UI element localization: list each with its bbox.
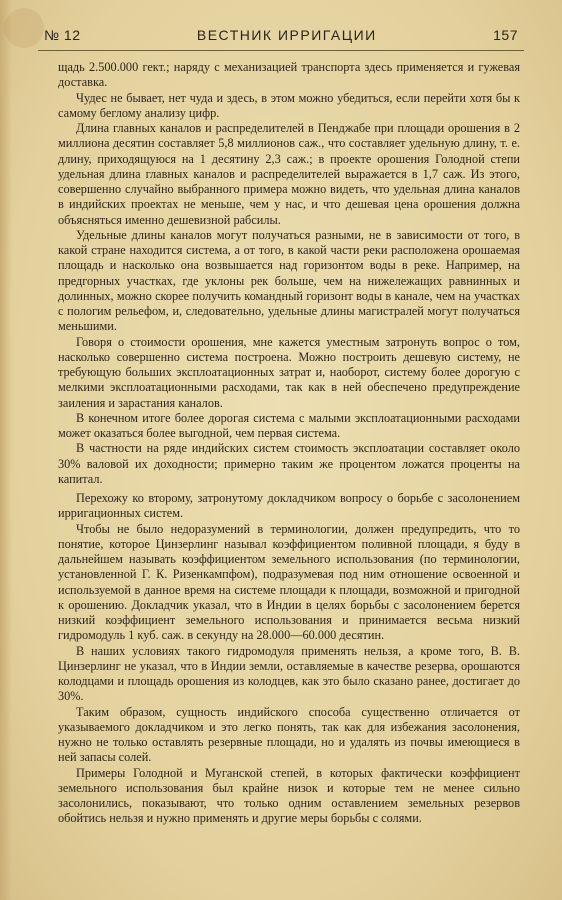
paragraph: В конечном итоге более дорогая система с малыми эксплоатационными расходами может оказаться более выгодной, чем первая система. [58,410,520,440]
journal-title: ВЕСТНИК ИРРИГАЦИИ [196,27,377,43]
paragraph: щадь 2.500.000 гект.; наряду с механизацией транспорта здесь применяется и гужевая доставка. [58,60,520,90]
paragraph: Говоря о стоимости орошения, мне кажется уместным затронуть вопрос о том, насколько совершенно система построена. Можно построить дешевую систему, не требующую больших эксплоатационных затрат и, наоборот, систему более дорогую с мелкими эксплоатационными расходами, так как в ней обеспечено предупреждение заиления и зарастания каналов. [58,334,520,410]
page-edge-stain [0,0,12,900]
article-body [58,60,520,827]
paragraph: Чтобы не было недоразумений в терминологии, должен предупредить, что то понятие, которое Цинзерлинг называл коэффициентом поливной площади, я буду в дальнейшем называть коэффициентом земельного использования (по терминологии, установленной Г. К. Ризенкампфом), подразумевая под ним отношение освоенной и используемой в данное время на системе площади к площади, возможной и пригодной к орошению. Докладчик указал, что в Индии в целях борьбы с засолонением берется низкий коэффициент земельного использования и принимается весьма низкий гидромодуль 1 куб. саж. в секунду на 28.000—60.000 десятин. [58,521,520,643]
paragraph: Примеры Голодной и Муганской степей, в которых фактически коэффициент земельного использования был крайне низок и которые тем не менее сильно засолонились, показывают, что только одним оставлением земельных резервов обойтись нельзя и нужно применять и другие меры борьбы с солями. [58,765,520,826]
corner-stain [4,8,44,48]
paragraph: Удельные длины каналов могут получаться разными, не в зависимости от того, в какой стране находится система, а от того, в какой части реки расположена орошаемая площадь и насколько она возвышается над горизонтом воды в реке. Например, на предгорных участках, где уклоны рек больше, чем на нижележащих равнинных и долинных, можно скорее получить командный горизонт воды в канале, чем на участках с пологим рельефом, и, следовательно, удельные длины магистралей могут получаться меньшими. [58,227,520,334]
paragraph: В наших условиях такого гидромодуля применять нельзя, а кроме того, В. В. Цинзерлинг не указал, что в Индии земли, оставляемые в качестве резерва, орошаются колодцами и площадь орошения из колодцев, как это было сказано ранее, достигает до 30%. [58,643,520,704]
paragraph: Таким образом, сущность индийского способа существенно отличается от указываемого докладчиком и это легко понять, так как для избежания засолонения, нужно не только оставлять резервные площади, но и удалять из почвы имеющиеся в ней запасы солей. [58,704,520,765]
issue-number: № 12 [44,27,81,43]
header-rule [38,50,524,51]
paragraph: В частности на ряде индийских систем стоимость эксплоатации составляет около 30% валовой их доходности; примерно таким же процентом ложатся проценты на капитал. [58,441,520,486]
paragraph: Длина главных каналов и распределителей в Пенджабе при площади орошения в 2 миллиона десятин составляет 5,8 миллионов саж., что составляет удельную длину, т. е. длину, приходящуюся на 1 десятину 2,3 саж.; в проекте орошения Голодной степи удельная длина главных каналов и распределителей выражается в 1,7 саж. Из этого, совершенно случайно выбранного примера можно видеть, что удельная длина каналов в индийских проектах не меньше, чем у нас, и что дешевая цена орошения должна объясняться именно дешевизной рабсилы. [58,121,520,227]
running-header [44,24,518,46]
paragraph: Чудес не бывает, нет чуда и здесь, в этом можно убедиться, если перейти хотя бы к самому беглому анализу цифр. [58,90,520,120]
page-number: 157 [493,27,518,43]
paragraph: Перехожу ко второму, затронутому докладчиком вопросу о борьбе с засолонением ирригационных систем. [58,491,520,521]
